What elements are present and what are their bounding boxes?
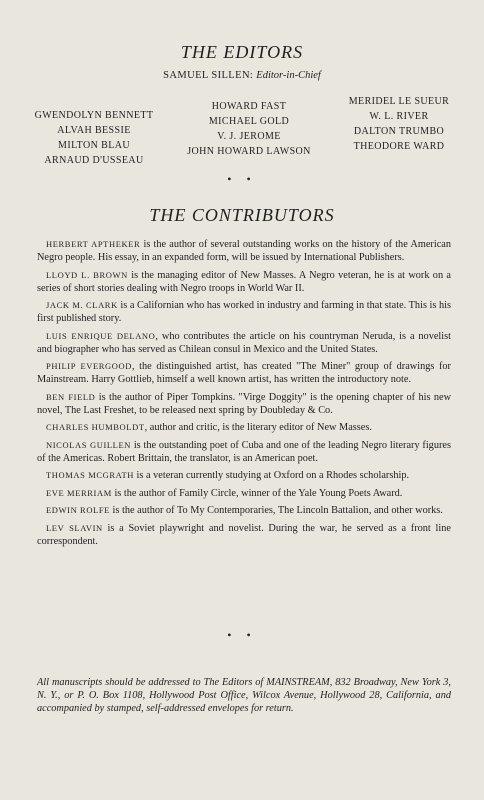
contributor-text: is the outstanding poet of Cuba and one of the leading Negro literary figures of the Americas. Robert Brittain, the translator, is an American poet. [37, 439, 451, 464]
contributor-text: is a Californian who has worked in industry and farming in that state. This is his first published story. [37, 300, 452, 324]
contributor-bio [37, 469, 451, 482]
editor-name: MILTON BLAU [58, 140, 130, 151]
contributor-text: is the author of Family Circle, winner of the Yale Young Poets Award. [111, 487, 403, 499]
contributor-name: CHARLES HUMBOLDT [46, 422, 145, 432]
contributor-text: , who contributes the article on his countryman Neruda, is a novelist and biographer who has served as Chilean consul in Mexico and the United States. [37, 330, 452, 355]
editor-name: JOHN HOWARD LAWSON [187, 146, 311, 157]
editor-name: ARNAUD D'USSEAU [44, 155, 144, 166]
editor-name: V. J. JEROME [217, 131, 281, 142]
contributor-name: LUIS ENRIQUE DELANO [46, 330, 156, 341]
editors-column-3 [344, 94, 454, 154]
contributor-bio [37, 522, 451, 548]
contributor-text: is the managing editor of New Masses. A Negro veteran, he is at work on a series of short stories dealing with Negro troops in World War II. [37, 269, 451, 294]
contributor-name: PHILIP EVERGOOD [46, 361, 133, 371]
contributor-name: EDWIN ROLFE [46, 505, 110, 515]
contributor-text: is a Soviet playwright and novelist. During the war, he served as a front line correspondent. [37, 522, 451, 547]
editors-column-2 [182, 99, 316, 159]
contributor-name: BEN FIELD [46, 391, 96, 402]
contributor-bio [37, 439, 451, 465]
contributor-name: JACK M. CLARK [46, 300, 118, 310]
contributor-bio [37, 238, 451, 264]
editors-heading: THE EDITORS [180, 42, 304, 62]
contributor-name: LLOYD L. BROWN [46, 269, 128, 280]
contributor-bio [37, 391, 451, 417]
contributor-text: is a veteran currently studying at Oxford on a Rhodes scholarship. [133, 470, 410, 481]
contributor-name: NICOLAS GUILLEN [46, 439, 132, 450]
contributor-bio [37, 299, 451, 325]
contributor-text: is the author of To My Contemporaries, The Lincoln Battalion, and other works. [109, 505, 443, 516]
contributor-text: , author and critic, is the literary editor of New Masses. [144, 422, 372, 433]
contributor-text: is the author of several outstanding works on the history of the American Negro people. His essay, in an expanded form, will be issued by International Publishers. [37, 239, 451, 263]
editor-name: ALVAH BESSIE [57, 125, 131, 136]
editor-name: DALTON TRUMBO [353, 126, 445, 137]
editor-name: W. L. RIVER [369, 111, 429, 122]
contributor-bio [37, 330, 451, 356]
contributor-text: is the author of Piper Tompkins. "Virge Doggity" is the opening chapter of his new novel, The Last Freshet, to be released next spring by Doubleday & Co. [37, 391, 452, 416]
separator-dots: • • [227, 172, 257, 186]
separator-dots-lower: • • [227, 628, 257, 642]
contributors-heading: THE CONTRIBUTORS [149, 205, 335, 225]
contributor-bio [37, 487, 451, 500]
contributors-list [37, 238, 451, 552]
contributor-bio [37, 421, 451, 434]
submission-note: All manuscripts should be addressed to The Editors of MAINSTREAM, 832 Broadway, New York 3, N. Y., or P. O. Box 1108, Hollywood Post Office, Wilcox Avenue, Hollywood 28, California, and accompanied by stamped, self-addressed envelopes for return. [37, 677, 451, 714]
contributor-name: HERBERT APTHEKER [46, 239, 141, 249]
editor-name: THEODORE WARD [353, 141, 445, 152]
editor-in-chief [0, 70, 484, 81]
editor-name: HOWARD FAST [211, 101, 287, 112]
editor-in-chief-name: SAMUEL SILLEN: [163, 70, 254, 81]
editors-column-1 [34, 108, 154, 168]
contributor-bio [37, 504, 451, 517]
editor-name: MICHAEL GOLD [208, 116, 290, 127]
editor-in-chief-role: Editor-in-Chief [256, 70, 321, 81]
contributor-name: LEV SLAVIN [46, 522, 103, 533]
contributor-bio [37, 360, 451, 386]
contributor-text: , the distinguished artist, has created "The Miner" group of drawings for Mainstream. Harry Gottlieb, himself a well known artist, has written the introductory note. [37, 361, 451, 385]
contributor-name: THOMAS MCGRATH [46, 470, 134, 480]
editor-name: MERIDEL LE SUEUR [348, 96, 450, 107]
contributor-name: EVE MERRIAM [46, 487, 112, 498]
editor-name: GWENDOLYN BENNETT [34, 110, 154, 121]
contributor-bio [37, 269, 451, 295]
